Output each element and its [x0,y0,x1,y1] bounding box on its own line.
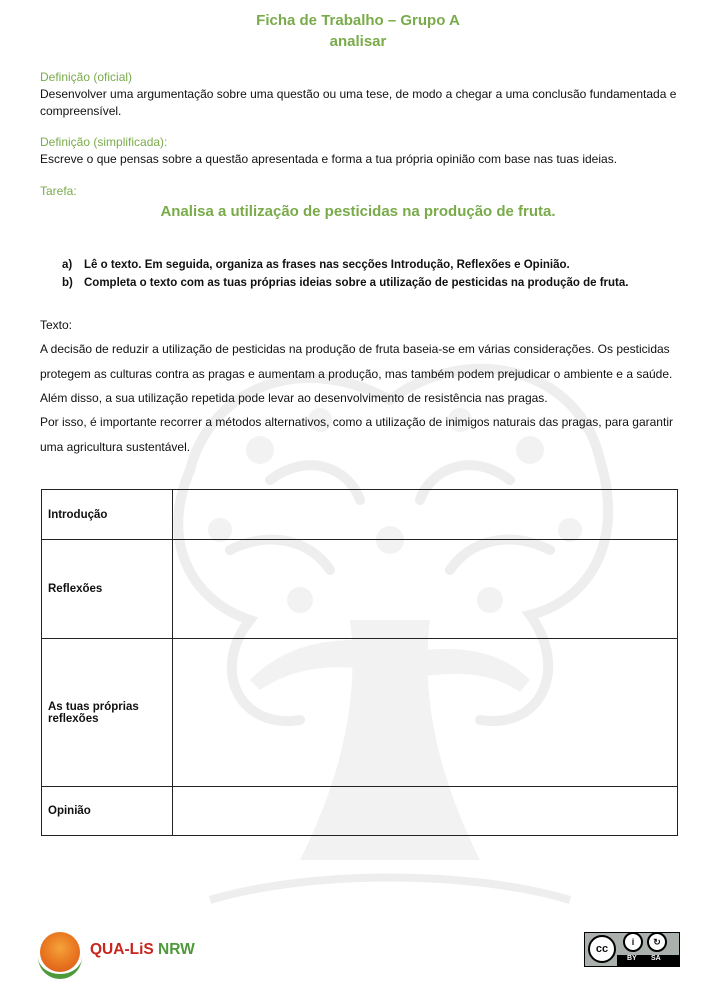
row-label-own-reflections: As tuas próprias reflexões [42,639,173,787]
table-row [42,540,678,639]
logo-text: QUA-LiS NRW [90,941,195,958]
text-label: Texto: [40,318,73,332]
answer-cell-introduction[interactable] [173,490,678,540]
share-alike-icon: ↻ [647,932,667,952]
table-row [42,787,678,836]
table-row [42,490,678,540]
text-paragraph: A decisão de reduzir a utilização de pesticidas na produção de fruta baseia-se em várias considerações. Os pesticidas protegem as culturas contra as pragas e aumentam a produção, mas também podem prejudicar o ambiente e a saúde. Além disso, a sua utilização repetida pode levar ao desenvolvimento de resistência nas pragas. [40,342,673,405]
row-label-reflections: Reflexões [42,540,173,639]
row-label-introduction: Introdução [42,490,173,540]
task-title: Analisa a utilização de pesticidas na produção de fruta. [160,203,556,220]
official-definition-text: Desenvolver uma argumentação sobre uma questão ou uma tese, de modo a chegar a uma conclusão fundamentada e compreensível. [40,87,677,118]
row-label-opinion: Opinião [42,787,173,836]
page-subtitle: analisar [329,33,387,50]
license-by-label: BY [627,955,637,962]
instruction-text: Lê o texto. Em seguida, organiza as frases nas secções Introdução, Reflexões e Opinião. [84,259,570,271]
instruction-item [62,277,628,289]
simple-definition-label: Definição (simplificada): [40,135,168,149]
official-definition-label: Definição (oficial) [40,70,133,84]
qualis-logo-icon [40,930,230,976]
instruction-letter: b) [62,277,73,289]
answer-cell-own-reflections[interactable] [173,639,678,787]
license-sa-label: SA [651,955,661,962]
answer-table [41,489,678,836]
cc-by-sa-license-icon [584,932,680,967]
text-paragraph: Por isso, é importante recorrer a métodos alternativos, como a utilização de inimigos naturais das pragas, para garantir uma agricultura sustentável. [40,415,673,454]
cc-icon: cc [588,935,616,963]
by-person-icon: i [623,932,643,952]
instruction-letter: a) [62,259,73,271]
answer-cell-reflections[interactable] [173,540,678,639]
logo-swoosh-icon [38,952,82,979]
table-row [42,639,678,787]
page-title: Ficha de Trabalho – Grupo A [256,12,460,29]
simple-definition-text: Escreve o que pensas sobre a questão apresentada e forma a tua própria opinião com base nas tuas ideias. [40,152,618,166]
answer-cell-opinion[interactable] [173,787,678,836]
task-label: Tarefa: [40,184,77,198]
instruction-item [62,259,570,271]
instruction-text: Completa o texto com as tuas próprias ideias sobre a utilização de pesticidas na produção de fruta. [84,277,629,289]
